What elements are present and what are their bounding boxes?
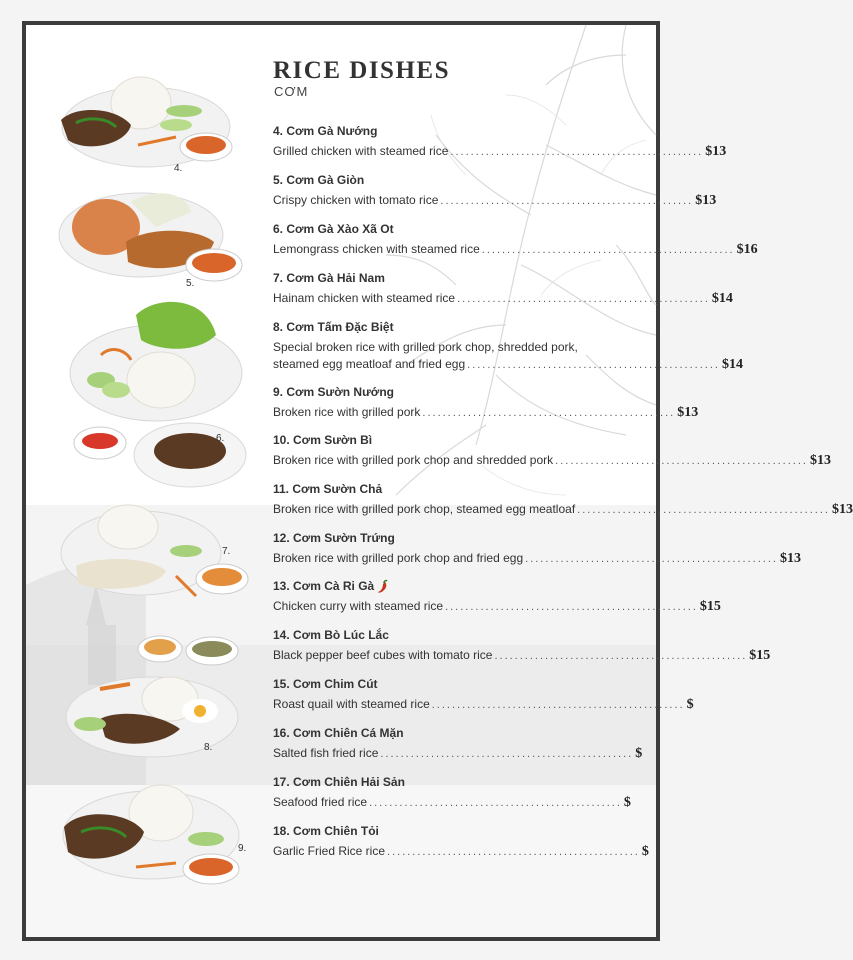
menu-item-name: 15. Cơm Chim Cút: [273, 677, 378, 691]
menu-item-description: Roast quail with steamed rice: [273, 697, 430, 711]
menu-item: [273, 320, 743, 373]
leader-dots: ..................................................: [525, 553, 778, 565]
menu-item-price: $13: [695, 193, 717, 208]
menu-item-description: Hainam chicken with steamed rice: [273, 291, 456, 305]
menu-item-description: Broken rice with grilled pork chop and fried egg: [273, 551, 524, 565]
menu-item-price: $13: [705, 144, 727, 159]
leader-dots: ..................................................: [380, 748, 634, 760]
menu-item-name: 12. Cơm Sườn Trứng: [273, 531, 395, 545]
plate-number: 5.: [186, 278, 195, 289]
menu-item-price: $13: [809, 453, 831, 468]
leader-dots: ..................................................: [494, 650, 748, 662]
menu-item-price: $15: [699, 599, 721, 614]
leader-dots: ..................................................: [440, 195, 694, 207]
leader-dots: ..................................................: [457, 293, 710, 305]
dish-photo-8: [60, 629, 250, 759]
leader-dots: ..................................................: [555, 455, 808, 467]
menu-page: [22, 21, 853, 941]
menu-item-description: Broken rice with grilled pork: [273, 405, 421, 419]
menu-item-price: $15: [749, 648, 771, 663]
menu-item: [273, 775, 631, 811]
menu-item: [273, 628, 771, 664]
menu-item: [273, 824, 649, 860]
leader-dots: ..................................................: [445, 601, 698, 613]
leader-dots: ..................................................: [369, 797, 622, 809]
menu-item-price: $: [641, 844, 649, 859]
menu-item-price: $14: [711, 291, 733, 306]
menu-item: [273, 726, 643, 762]
menu-item-description: Black pepper beef cubes with tomato rice: [273, 648, 493, 662]
leader-dots: ..................................................: [467, 359, 720, 371]
menu-item-description: Seafood fried rice: [273, 795, 368, 809]
dish-photo-9: [56, 777, 256, 889]
menu-item-price: $14: [721, 357, 743, 372]
dish-photo-5: [56, 187, 246, 287]
dish-photo-6: [66, 295, 246, 490]
dish-photo-4: [56, 65, 236, 175]
menu-item: [273, 433, 831, 469]
menu-item-price: $13: [779, 551, 801, 566]
menu-item-description: Chicken curry with steamed rice: [273, 599, 444, 613]
menu-item-description: Broken rice with grilled pork chop and shredded pork: [273, 453, 554, 467]
menu-item-name: 16. Cơm Chiên Cá Mặn: [273, 726, 404, 740]
menu-item: [273, 385, 699, 421]
menu-item-name: 14. Cơm Bò Lúc Lắc: [273, 628, 389, 642]
leader-dots: ..................................................: [431, 699, 685, 711]
leader-dots: ..................................................: [387, 846, 640, 858]
menu-item-price: $: [635, 746, 643, 761]
menu-item-name: 5. Cơm Gà Giòn: [273, 173, 365, 187]
menu-item: [273, 222, 758, 258]
plate-number: 4.: [174, 163, 183, 174]
leader-dots: ..................................................: [422, 407, 676, 419]
menu-item-price: $13: [831, 502, 853, 517]
menu-item-name: 13. Cơm Cà Ri Gà: [273, 579, 375, 593]
menu-item-price: $16: [736, 242, 758, 257]
menu-item: [273, 124, 727, 160]
menu-item-description-line1: Special broken rice with grilled pork chop, shredded pork,: [273, 340, 578, 354]
menu-item-description: Crispy chicken with tomato rice: [273, 193, 439, 207]
menu-item-price: $13: [677, 405, 699, 420]
menu-item-name: 10. Cơm Sườn Bì: [273, 433, 373, 447]
menu-section-subtitle: CƠM: [274, 84, 309, 99]
menu-item-name: 7. Cơm Gà Hải Nam: [273, 271, 385, 285]
leader-dots: ..................................................: [481, 244, 735, 256]
menu-item-name: 9. Cơm Sườn Nướng: [273, 385, 394, 399]
plate-number: 9.: [238, 843, 247, 854]
chili-icon: [377, 580, 389, 594]
plate-number: 8.: [204, 742, 213, 753]
menu-item: [273, 271, 733, 307]
plate-number: 7.: [222, 546, 231, 557]
menu-item-price: $: [623, 795, 631, 810]
menu-item-price: $: [686, 697, 694, 712]
menu-section-title: RICE DISHES: [273, 57, 450, 84]
menu-item-name: 18. Cơm Chiên Tỏi: [273, 824, 379, 838]
menu-item: [273, 531, 801, 567]
menu-item-description: Broken rice with grilled pork chop, steamed egg meatloaf: [273, 502, 576, 516]
menu-item-description: Grilled chicken with steamed rice: [273, 144, 449, 158]
menu-item-description: Lemongrass chicken with steamed rice: [273, 242, 480, 256]
menu-item-description: Salted fish fried rice: [273, 746, 379, 760]
menu-item-description: Garlic Fried Rice rice: [273, 844, 386, 858]
menu-item-name: 4. Cơm Gà Nướng: [273, 124, 378, 138]
menu-item-name: 8. Cơm Tấm Đặc Biệt: [273, 320, 394, 334]
menu-item: [273, 579, 721, 615]
leader-dots: ..................................................: [577, 504, 830, 516]
menu-item: [273, 482, 853, 518]
menu-item-name: 17. Cơm Chiên Hải Sản: [273, 775, 405, 789]
menu-item: [273, 677, 694, 713]
leader-dots: ..................................................: [450, 146, 704, 158]
menu-item-description: steamed egg meatloaf and fried egg: [273, 357, 466, 371]
menu-item: [273, 173, 717, 209]
menu-item-name: 6. Cơm Gà Xào Xã Ot: [273, 222, 394, 236]
plate-number: 6.: [216, 433, 225, 444]
menu-item-name: 11. Cơm Sườn Chả: [273, 482, 383, 496]
